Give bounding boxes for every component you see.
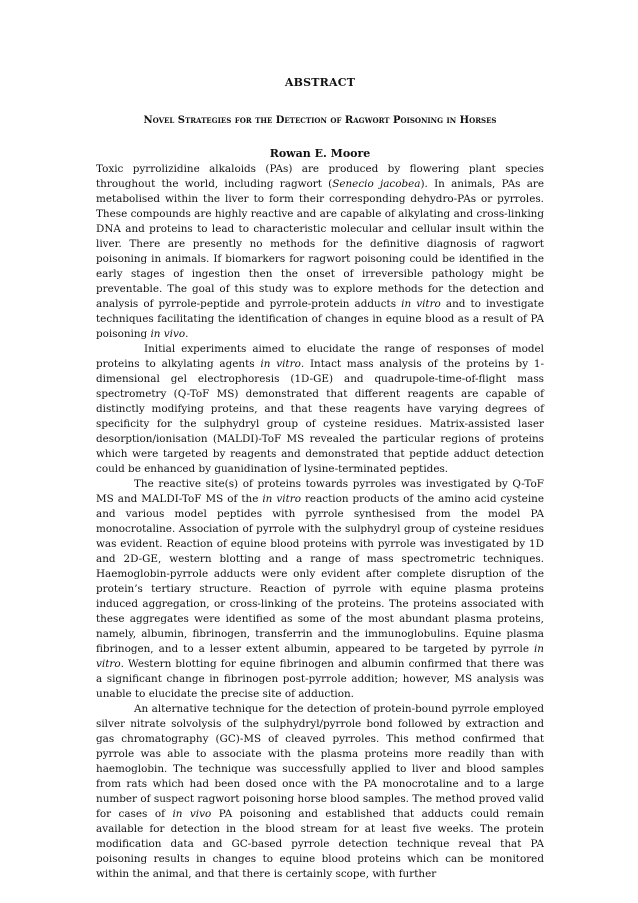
- author-name: Rowan E. Moore: [269, 147, 371, 160]
- thesis-title: Novel Strategies for the Detection of Ragwort Poisoning in Horses: [143, 115, 497, 126]
- paragraph-4: An alternative technique for the detection of protein-bound pyrrole employed silver nitrate solvolysis of the sulphydryl/pyrrole bond followed by extraction and gas chromatography (GC)-MS of cleaved pyrroles. This method confirmed that pyrrole was able to associate with the plasma proteins more readily than with haemoglobin. The technique was successfully applied to liver and blood samples from rats which had been dosed once with the PA monocrotaline and to a large number of suspect ragwort poisoning horse blood samples. The method proved valid for cases of in vivo PA poisoning and established that adducts could remain available for detection in the blood stream for at least five weeks. The protein modification data and GC-based pyrrole detection technique reveal that PA poisoning results in changes to equine blood proteins which can be monitored within the animal, and that there is certainly scope, with further: [96, 703, 544, 880]
- paragraph-1: Toxic pyrrolizidine alkaloids (PAs) are produced by flowering plant species throughout the world, including ragwort (Senecio jacobea). In animals, PAs are metabolised within the liver to form their corresponding dehydro-PAs or pyrroles. These compounds are highly reactive and are capable of alkylating and cross-linking DNA and proteins to lead to characteristic molecular and cellular insult within the liver. There are presently no methods for the definitive diagnosis of ragwort poisoning in animals. If biomarkers for ragwort poisoning could be identified in the early stages of ingestion then the onset of irreversible pathology might be preventable. The goal of this study was to explore methods for the detection and analysis of pyrrole-peptide and pyrrole-protein adducts in vitro and to investigate techniques facilitating the identification of changes in equine blood as a result of PA poisoning in vivo.: [96, 163, 545, 340]
- italic-term: in vitro: [401, 298, 441, 310]
- italic-term: in vitro: [262, 493, 301, 505]
- italic-term: in vivo: [172, 808, 212, 820]
- italic-term: Senecio jacobea: [332, 178, 421, 190]
- italic-term: in vitro: [96, 643, 544, 670]
- italic-term: in vitro: [260, 358, 301, 370]
- abstract-body: [96, 162, 544, 882]
- paragraph-2: Initial experiments aimed to elucidate the range of responses of model proteins to alkylating agents in vitro. Intact mass analysis of the proteins by 1-dimensional gel electrophoresis (1D-GE) and quadrupole-time-of-flight mass spectrometry (Q-ToF MS) demonstrated that different reagents are capable of distinctly modifying proteins, and that these reagents have varying degrees of specificity for the sulphydryl group of cysteine residues. Matrix-assisted laser desorption/ionisation (MALDI)-ToF MS revealed the particular regions of proteins which were targeted by reagents and demonstrated that peptide adduct detection could be enhanced by guanidination of lysine-terminated peptides.: [96, 343, 544, 475]
- paragraph-3: The reactive site(s) of proteins towards pyrroles was investigated by Q-ToF MS and MALDI-ToF MS of the in vitro reaction products of the amino acid cysteine and various model peptides with pyrrole synthesised from the model PA monocrotaline. Association of pyrrole with the sulphydryl group of cysteine residues was evident. Reaction of equine blood proteins with pyrrole was investigated by 1D and 2D-GE, western blotting and a range of mass spectrometric techniques. Haemoglobin-pyrrole adducts were only evident after complete disruption of the protein’s tertiary structure. Reaction of pyrrole with equine plasma proteins induced aggregation, or cross-linking of the proteins. The proteins associated with these aggregates were identified as some of the most abundant plasma proteins, namely, albumin, fibrinogen, transferrin and the immunoglobulins. Equine plasma fibrinogen, and to a lesser extent albumin, appeared to be targeted by pyrrole in vitro. Western blotting for equine fibrinogen and albumin confirmed that there was a significant change in fibrinogen post-pyrrole addition; however, MS analysis was unable to elucidate the precise site of adduction.: [96, 478, 544, 700]
- abstract-heading: ABSTRACT: [284, 76, 356, 89]
- document-page: [96, 76, 544, 882]
- italic-term: in vivo: [150, 328, 186, 340]
